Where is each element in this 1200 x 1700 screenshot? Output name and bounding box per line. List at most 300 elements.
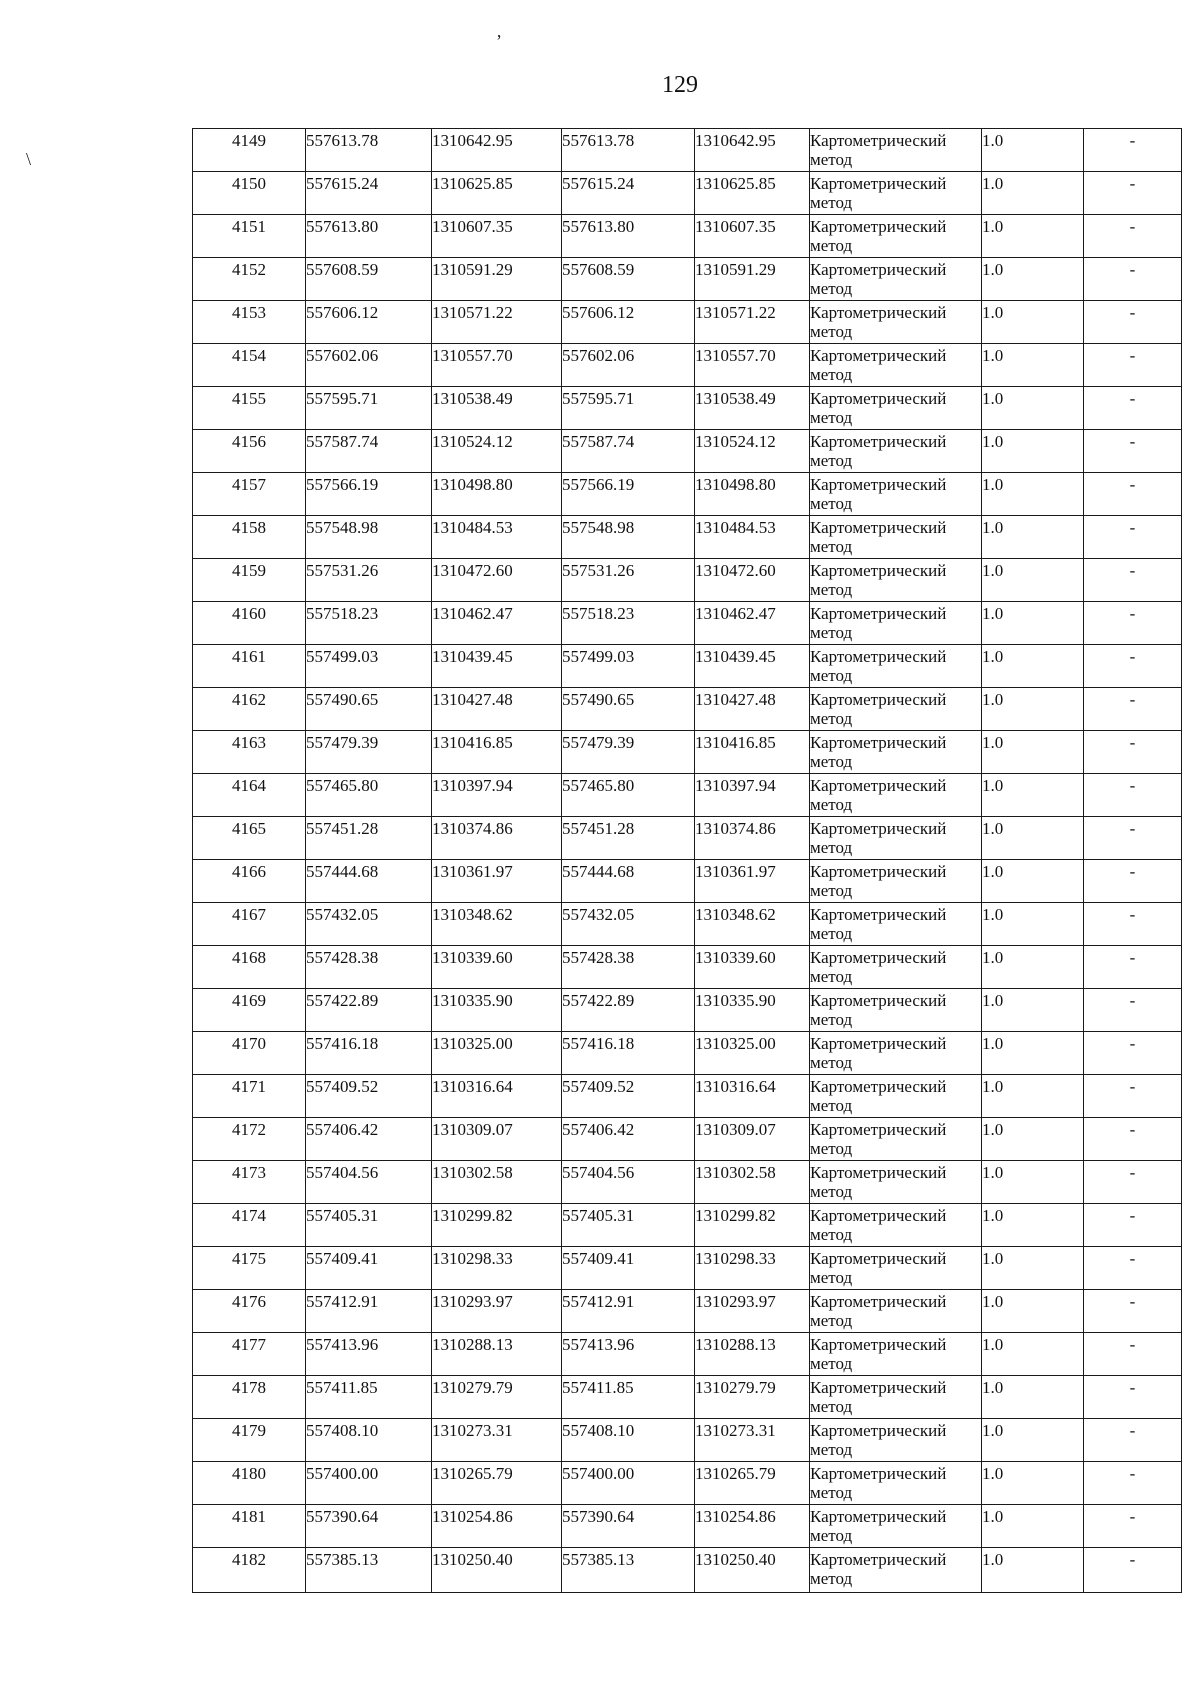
- point-number-cell: 4162: [193, 688, 306, 731]
- table-row: [193, 172, 1182, 215]
- method-line-1: Картометрический: [810, 389, 947, 408]
- method-line-2: метод: [810, 1225, 853, 1244]
- method-cell: [810, 1204, 982, 1247]
- x-coordinate-cell: 557416.18: [306, 1032, 432, 1075]
- accuracy-cell: 1.0: [982, 731, 1084, 774]
- x-coordinate-new-cell: 557400.00: [562, 1462, 695, 1505]
- note-cell: -: [1084, 1075, 1182, 1118]
- y-coordinate-new-cell: 1310250.40: [695, 1548, 810, 1593]
- y-coordinate-new-cell: 1310571.22: [695, 301, 810, 344]
- x-coordinate-cell: 557428.38: [306, 946, 432, 989]
- method-line-1: Картометрический: [810, 647, 947, 666]
- method-line-2: метод: [810, 1053, 853, 1072]
- accuracy-cell: 1.0: [982, 774, 1084, 817]
- x-coordinate-new-cell: 557385.13: [562, 1548, 695, 1593]
- x-coordinate-cell: 557602.06: [306, 344, 432, 387]
- accuracy-cell: 1.0: [982, 1161, 1084, 1204]
- method-line-2: метод: [810, 236, 853, 255]
- note-cell: -: [1084, 1505, 1182, 1548]
- x-coordinate-cell: 557413.96: [306, 1333, 432, 1376]
- y-coordinate-new-cell: 1310607.35: [695, 215, 810, 258]
- method-line-1: Картометрический: [810, 1550, 947, 1569]
- method-line-2: метод: [810, 752, 853, 771]
- accuracy-cell: 1.0: [982, 903, 1084, 946]
- y-coordinate-new-cell: 1310339.60: [695, 946, 810, 989]
- method-line-2: метод: [810, 322, 853, 341]
- point-number-cell: 4154: [193, 344, 306, 387]
- method-line-2: метод: [810, 795, 853, 814]
- table-row: [193, 602, 1182, 645]
- point-number-cell: 4173: [193, 1161, 306, 1204]
- table-row: [193, 1419, 1182, 1462]
- table-row: [193, 258, 1182, 301]
- x-coordinate-new-cell: 557566.19: [562, 473, 695, 516]
- method-line-2: метод: [810, 193, 853, 212]
- method-line-2: метод: [810, 924, 853, 943]
- table-row: [193, 903, 1182, 946]
- point-number-cell: 4163: [193, 731, 306, 774]
- point-number-cell: 4168: [193, 946, 306, 989]
- point-number-cell: 4179: [193, 1419, 306, 1462]
- table-row: [193, 1462, 1182, 1505]
- point-number-cell: 4164: [193, 774, 306, 817]
- x-coordinate-new-cell: 557404.56: [562, 1161, 695, 1204]
- method-line-2: метод: [810, 1483, 853, 1502]
- point-number-cell: 4167: [193, 903, 306, 946]
- method-line-1: Картометрический: [810, 1163, 947, 1182]
- x-coordinate-new-cell: 557518.23: [562, 602, 695, 645]
- note-cell: -: [1084, 989, 1182, 1032]
- x-coordinate-new-cell: 557432.05: [562, 903, 695, 946]
- method-line-1: Картометрический: [810, 260, 947, 279]
- point-number-cell: 4175: [193, 1247, 306, 1290]
- y-coordinate-new-cell: 1310325.00: [695, 1032, 810, 1075]
- method-line-2: метод: [810, 1569, 853, 1588]
- note-cell: -: [1084, 688, 1182, 731]
- method-cell: [810, 903, 982, 946]
- method-line-1: Картометрический: [810, 604, 947, 623]
- accuracy-cell: 1.0: [982, 430, 1084, 473]
- x-coordinate-cell: 557613.78: [306, 129, 432, 172]
- point-number-cell: 4178: [193, 1376, 306, 1419]
- method-cell: [810, 688, 982, 731]
- y-coordinate-new-cell: 1310273.31: [695, 1419, 810, 1462]
- method-cell: [810, 1505, 982, 1548]
- accuracy-cell: 1.0: [982, 516, 1084, 559]
- x-coordinate-cell: 557409.41: [306, 1247, 432, 1290]
- y-coordinate-cell: 1310339.60: [432, 946, 562, 989]
- y-coordinate-new-cell: 1310335.90: [695, 989, 810, 1032]
- x-coordinate-cell: 557408.10: [306, 1419, 432, 1462]
- method-cell: [810, 602, 982, 645]
- method-line-1: Картометрический: [810, 1206, 947, 1225]
- method-line-1: Картометрический: [810, 690, 947, 709]
- note-cell: -: [1084, 1419, 1182, 1462]
- accuracy-cell: 1.0: [982, 387, 1084, 430]
- y-coordinate-new-cell: 1310557.70: [695, 344, 810, 387]
- x-coordinate-new-cell: 557548.98: [562, 516, 695, 559]
- y-coordinate-cell: 1310498.80: [432, 473, 562, 516]
- x-coordinate-new-cell: 557479.39: [562, 731, 695, 774]
- point-number-cell: 4150: [193, 172, 306, 215]
- method-cell: [810, 473, 982, 516]
- y-coordinate-cell: 1310293.97: [432, 1290, 562, 1333]
- method-line-1: Картометрический: [810, 1507, 947, 1526]
- note-cell: -: [1084, 516, 1182, 559]
- point-number-cell: 4158: [193, 516, 306, 559]
- x-coordinate-cell: 557422.89: [306, 989, 432, 1032]
- note-cell: -: [1084, 301, 1182, 344]
- x-coordinate-cell: 557531.26: [306, 559, 432, 602]
- y-coordinate-cell: 1310397.94: [432, 774, 562, 817]
- x-coordinate-cell: 557548.98: [306, 516, 432, 559]
- method-line-1: Картометрический: [810, 432, 947, 451]
- x-coordinate-new-cell: 557602.06: [562, 344, 695, 387]
- method-cell: [810, 215, 982, 258]
- point-number-cell: 4156: [193, 430, 306, 473]
- page-number: 129: [662, 72, 698, 98]
- y-coordinate-cell: 1310279.79: [432, 1376, 562, 1419]
- y-coordinate-new-cell: 1310361.97: [695, 860, 810, 903]
- accuracy-cell: 1.0: [982, 1548, 1084, 1593]
- x-coordinate-cell: 557608.59: [306, 258, 432, 301]
- y-coordinate-cell: 1310273.31: [432, 1419, 562, 1462]
- table-row: [193, 129, 1182, 172]
- accuracy-cell: 1.0: [982, 129, 1084, 172]
- method-line-1: Картометрический: [810, 948, 947, 967]
- y-coordinate-new-cell: 1310484.53: [695, 516, 810, 559]
- method-line-2: метод: [810, 666, 853, 685]
- note-cell: -: [1084, 129, 1182, 172]
- table-row: [193, 1247, 1182, 1290]
- point-number-cell: 4165: [193, 817, 306, 860]
- method-cell: [810, 301, 982, 344]
- note-cell: -: [1084, 860, 1182, 903]
- x-coordinate-new-cell: 557613.80: [562, 215, 695, 258]
- method-line-1: Картометрический: [810, 475, 947, 494]
- method-line-2: метод: [810, 279, 853, 298]
- table-row: [193, 731, 1182, 774]
- table-body: [193, 129, 1182, 1593]
- point-number-cell: 4172: [193, 1118, 306, 1161]
- note-cell: -: [1084, 430, 1182, 473]
- x-coordinate-new-cell: 557405.31: [562, 1204, 695, 1247]
- note-cell: -: [1084, 946, 1182, 989]
- x-coordinate-cell: 557432.05: [306, 903, 432, 946]
- y-coordinate-new-cell: 1310591.29: [695, 258, 810, 301]
- note-cell: -: [1084, 344, 1182, 387]
- y-coordinate-cell: 1310254.86: [432, 1505, 562, 1548]
- note-cell: -: [1084, 1161, 1182, 1204]
- table-row: [193, 688, 1182, 731]
- y-coordinate-cell: 1310416.85: [432, 731, 562, 774]
- note-cell: -: [1084, 602, 1182, 645]
- accuracy-cell: 1.0: [982, 559, 1084, 602]
- y-coordinate-cell: 1310374.86: [432, 817, 562, 860]
- scan-artifact-mark: \: [26, 149, 32, 169]
- x-coordinate-cell: 557406.42: [306, 1118, 432, 1161]
- table-row: [193, 1333, 1182, 1376]
- y-coordinate-cell: 1310348.62: [432, 903, 562, 946]
- method-line-2: метод: [810, 365, 853, 384]
- x-coordinate-new-cell: 557531.26: [562, 559, 695, 602]
- table-row: [193, 645, 1182, 688]
- point-number-cell: 4171: [193, 1075, 306, 1118]
- method-line-2: метод: [810, 967, 853, 986]
- x-coordinate-new-cell: 557608.59: [562, 258, 695, 301]
- y-coordinate-new-cell: 1310302.58: [695, 1161, 810, 1204]
- method-line-2: метод: [810, 150, 853, 169]
- accuracy-cell: 1.0: [982, 1075, 1084, 1118]
- method-line-1: Картометрический: [810, 862, 947, 881]
- method-line-1: Картометрический: [810, 174, 947, 193]
- y-coordinate-new-cell: 1310293.97: [695, 1290, 810, 1333]
- table-row: [193, 344, 1182, 387]
- y-coordinate-cell: 1310298.33: [432, 1247, 562, 1290]
- x-coordinate-new-cell: 557413.96: [562, 1333, 695, 1376]
- x-coordinate-new-cell: 557444.68: [562, 860, 695, 903]
- note-cell: -: [1084, 1333, 1182, 1376]
- table-row: [193, 946, 1182, 989]
- y-coordinate-cell: 1310557.70: [432, 344, 562, 387]
- y-coordinate-cell: 1310302.58: [432, 1161, 562, 1204]
- method-line-2: метод: [810, 408, 853, 427]
- x-coordinate-cell: 557444.68: [306, 860, 432, 903]
- method-line-1: Картометрический: [810, 1077, 947, 1096]
- x-coordinate-new-cell: 557409.41: [562, 1247, 695, 1290]
- x-coordinate-cell: 557490.65: [306, 688, 432, 731]
- x-coordinate-cell: 557595.71: [306, 387, 432, 430]
- note-cell: -: [1084, 1462, 1182, 1505]
- note-cell: -: [1084, 559, 1182, 602]
- note-cell: -: [1084, 1118, 1182, 1161]
- note-cell: -: [1084, 1376, 1182, 1419]
- method-line-1: Картометрический: [810, 217, 947, 236]
- table-row: [193, 1161, 1182, 1204]
- y-coordinate-cell: 1310484.53: [432, 516, 562, 559]
- x-coordinate-new-cell: 557390.64: [562, 1505, 695, 1548]
- table-row: [193, 860, 1182, 903]
- x-coordinate-cell: 557404.56: [306, 1161, 432, 1204]
- method-cell: [810, 1376, 982, 1419]
- y-coordinate-new-cell: 1310298.33: [695, 1247, 810, 1290]
- method-line-1: Картометрический: [810, 1034, 947, 1053]
- accuracy-cell: 1.0: [982, 1290, 1084, 1333]
- method-line-1: Картометрический: [810, 819, 947, 838]
- accuracy-cell: 1.0: [982, 344, 1084, 387]
- y-coordinate-cell: 1310316.64: [432, 1075, 562, 1118]
- table-row: [193, 1032, 1182, 1075]
- table-row: [193, 1290, 1182, 1333]
- y-coordinate-new-cell: 1310498.80: [695, 473, 810, 516]
- accuracy-cell: 1.0: [982, 602, 1084, 645]
- y-coordinate-cell: 1310288.13: [432, 1333, 562, 1376]
- accuracy-cell: 1.0: [982, 1118, 1084, 1161]
- method-line-2: метод: [810, 1182, 853, 1201]
- table-row: [193, 215, 1182, 258]
- x-coordinate-new-cell: 557615.24: [562, 172, 695, 215]
- point-number-cell: 4170: [193, 1032, 306, 1075]
- point-number-cell: 4160: [193, 602, 306, 645]
- y-coordinate-cell: 1310265.79: [432, 1462, 562, 1505]
- note-cell: -: [1084, 645, 1182, 688]
- method-line-2: метод: [810, 1139, 853, 1158]
- table-row: [193, 1505, 1182, 1548]
- note-cell: -: [1084, 774, 1182, 817]
- note-cell: -: [1084, 215, 1182, 258]
- x-coordinate-cell: 557606.12: [306, 301, 432, 344]
- method-line-1: Картометрический: [810, 518, 947, 537]
- method-line-1: Картометрический: [810, 1335, 947, 1354]
- method-line-1: Картометрический: [810, 733, 947, 752]
- note-cell: -: [1084, 1548, 1182, 1593]
- accuracy-cell: 1.0: [982, 301, 1084, 344]
- method-line-2: метод: [810, 1010, 853, 1029]
- accuracy-cell: 1.0: [982, 1505, 1084, 1548]
- y-coordinate-new-cell: 1310427.48: [695, 688, 810, 731]
- note-cell: -: [1084, 903, 1182, 946]
- method-cell: [810, 731, 982, 774]
- x-coordinate-new-cell: 557490.65: [562, 688, 695, 731]
- table-row: [193, 430, 1182, 473]
- y-coordinate-new-cell: 1310462.47: [695, 602, 810, 645]
- method-cell: [810, 559, 982, 602]
- table-row: [193, 387, 1182, 430]
- x-coordinate-cell: 557587.74: [306, 430, 432, 473]
- y-coordinate-cell: 1310607.35: [432, 215, 562, 258]
- y-coordinate-new-cell: 1310348.62: [695, 903, 810, 946]
- y-coordinate-new-cell: 1310397.94: [695, 774, 810, 817]
- y-coordinate-new-cell: 1310472.60: [695, 559, 810, 602]
- page-header: [0, 0, 1200, 120]
- point-number-cell: 4169: [193, 989, 306, 1032]
- accuracy-cell: 1.0: [982, 860, 1084, 903]
- point-number-cell: 4152: [193, 258, 306, 301]
- method-cell: [810, 946, 982, 989]
- point-number-cell: 4159: [193, 559, 306, 602]
- y-coordinate-cell: 1310299.82: [432, 1204, 562, 1247]
- x-coordinate-new-cell: 557587.74: [562, 430, 695, 473]
- method-cell: [810, 817, 982, 860]
- note-cell: -: [1084, 473, 1182, 516]
- method-line-1: Картометрический: [810, 1421, 947, 1440]
- table-row: [193, 1204, 1182, 1247]
- method-line-1: Картометрический: [810, 346, 947, 365]
- method-line-1: Картометрический: [810, 1378, 947, 1397]
- y-coordinate-new-cell: 1310416.85: [695, 731, 810, 774]
- accuracy-cell: 1.0: [982, 1247, 1084, 1290]
- method-line-2: метод: [810, 1526, 853, 1545]
- table-row: [193, 989, 1182, 1032]
- note-cell: -: [1084, 258, 1182, 301]
- method-cell: [810, 1118, 982, 1161]
- x-coordinate-new-cell: 557422.89: [562, 989, 695, 1032]
- accuracy-cell: 1.0: [982, 645, 1084, 688]
- method-line-1: Картометрический: [810, 131, 947, 150]
- x-coordinate-cell: 557465.80: [306, 774, 432, 817]
- x-coordinate-new-cell: 557499.03: [562, 645, 695, 688]
- y-coordinate-new-cell: 1310265.79: [695, 1462, 810, 1505]
- method-line-2: метод: [810, 1311, 853, 1330]
- accuracy-cell: 1.0: [982, 1204, 1084, 1247]
- accuracy-cell: 1.0: [982, 817, 1084, 860]
- method-line-1: Картометрический: [810, 1292, 947, 1311]
- y-coordinate-new-cell: 1310538.49: [695, 387, 810, 430]
- method-line-2: метод: [810, 881, 853, 900]
- accuracy-cell: 1.0: [982, 258, 1084, 301]
- y-coordinate-new-cell: 1310309.07: [695, 1118, 810, 1161]
- y-coordinate-cell: 1310361.97: [432, 860, 562, 903]
- x-coordinate-new-cell: 557595.71: [562, 387, 695, 430]
- table-row: [193, 1376, 1182, 1419]
- accuracy-cell: 1.0: [982, 1419, 1084, 1462]
- y-coordinate-new-cell: 1310254.86: [695, 1505, 810, 1548]
- method-cell: [810, 1548, 982, 1593]
- table-row: [193, 301, 1182, 344]
- method-cell: [810, 1333, 982, 1376]
- point-number-cell: 4151: [193, 215, 306, 258]
- note-cell: -: [1084, 731, 1182, 774]
- y-coordinate-new-cell: 1310524.12: [695, 430, 810, 473]
- method-cell: [810, 860, 982, 903]
- method-line-2: метод: [810, 1440, 853, 1459]
- method-cell: [810, 989, 982, 1032]
- y-coordinate-new-cell: 1310299.82: [695, 1204, 810, 1247]
- method-line-2: метод: [810, 494, 853, 513]
- method-cell: [810, 387, 982, 430]
- accuracy-cell: 1.0: [982, 1032, 1084, 1075]
- method-line-1: Картометрический: [810, 991, 947, 1010]
- accuracy-cell: 1.0: [982, 1376, 1084, 1419]
- y-coordinate-new-cell: 1310642.95: [695, 129, 810, 172]
- x-coordinate-new-cell: 557465.80: [562, 774, 695, 817]
- x-coordinate-new-cell: 557416.18: [562, 1032, 695, 1075]
- note-cell: -: [1084, 1290, 1182, 1333]
- x-coordinate-cell: 557405.31: [306, 1204, 432, 1247]
- method-line-1: Картометрический: [810, 776, 947, 795]
- x-coordinate-cell: 557411.85: [306, 1376, 432, 1419]
- point-number-cell: 4177: [193, 1333, 306, 1376]
- method-cell: [810, 1247, 982, 1290]
- method-cell: [810, 645, 982, 688]
- y-coordinate-new-cell: 1310279.79: [695, 1376, 810, 1419]
- y-coordinate-new-cell: 1310288.13: [695, 1333, 810, 1376]
- x-coordinate-new-cell: 557606.12: [562, 301, 695, 344]
- y-coordinate-cell: 1310591.29: [432, 258, 562, 301]
- table-row: [193, 1118, 1182, 1161]
- method-cell: [810, 129, 982, 172]
- y-coordinate-new-cell: 1310316.64: [695, 1075, 810, 1118]
- x-coordinate-cell: 557400.00: [306, 1462, 432, 1505]
- method-cell: [810, 1161, 982, 1204]
- method-cell: [810, 258, 982, 301]
- y-coordinate-cell: 1310472.60: [432, 559, 562, 602]
- accuracy-cell: 1.0: [982, 1333, 1084, 1376]
- table-row: [193, 817, 1182, 860]
- x-coordinate-cell: 557615.24: [306, 172, 432, 215]
- method-line-1: Картометрический: [810, 905, 947, 924]
- method-cell: [810, 1290, 982, 1333]
- method-line-2: метод: [810, 580, 853, 599]
- y-coordinate-cell: 1310309.07: [432, 1118, 562, 1161]
- note-cell: -: [1084, 1032, 1182, 1075]
- accuracy-cell: 1.0: [982, 1462, 1084, 1505]
- y-coordinate-cell: 1310524.12: [432, 430, 562, 473]
- x-coordinate-new-cell: 557406.42: [562, 1118, 695, 1161]
- method-line-2: метод: [810, 838, 853, 857]
- method-line-2: метод: [810, 451, 853, 470]
- method-line-2: метод: [810, 1354, 853, 1373]
